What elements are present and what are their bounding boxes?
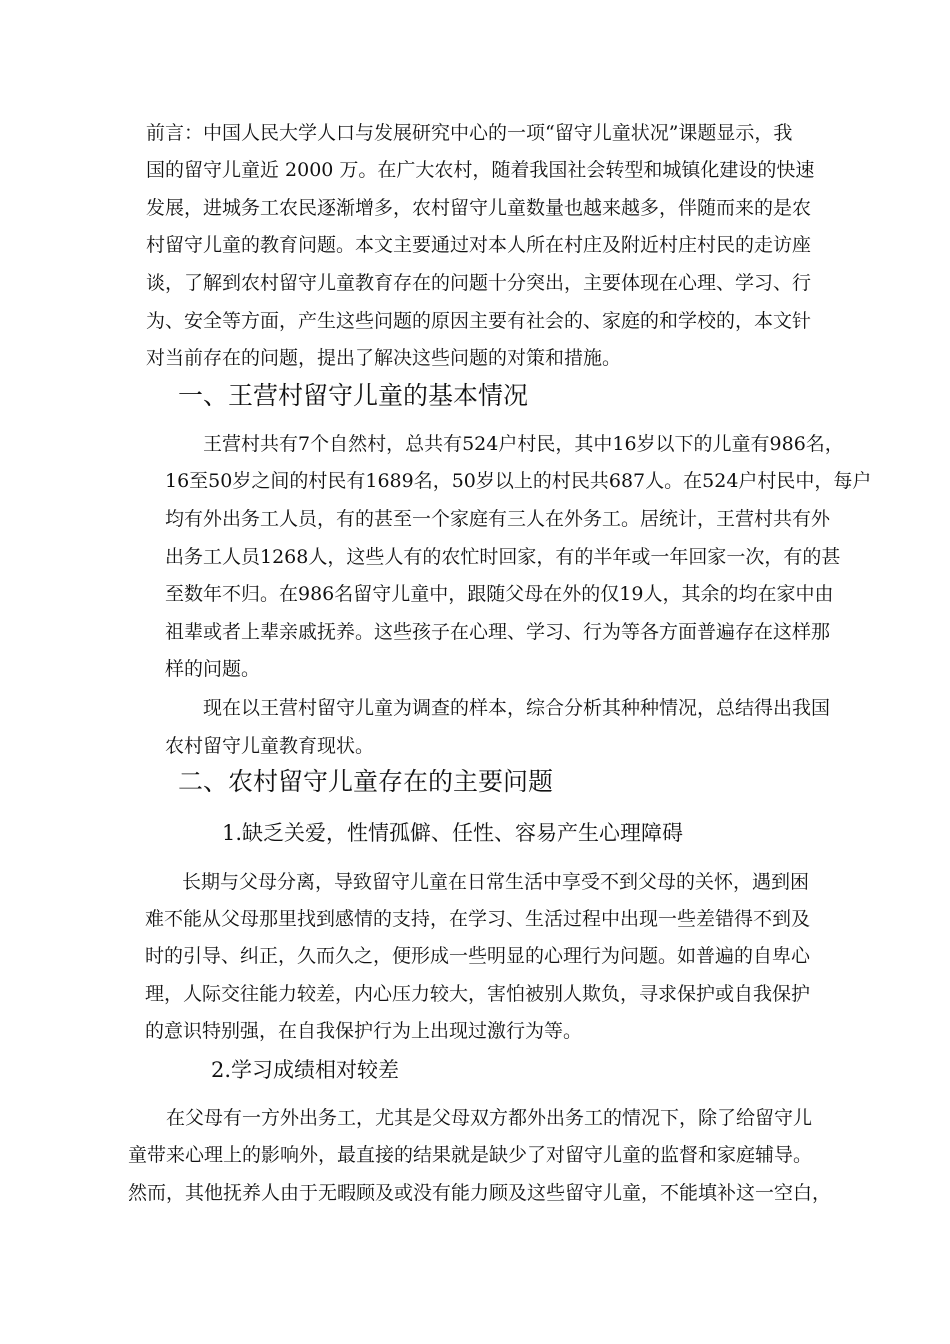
body-line: 童带来心理上的影响外，最直接的结果就是缺少了对留守儿童的监督和家庭辅导。 [128,1144,813,1166]
body-line: 在父母有一方外出务工，尤其是父母双方都外出务工的情况下，除了给留守儿 [166,1107,813,1129]
body-line: 农村留守儿童教育现状。 [165,735,375,757]
preface-line: 为、安全等方面，产生这些问题的原因主要有社会的、家庭的和学校的，本文针 [146,310,812,332]
body-line: 出务工人员1268人，这些人有的农忙时回家，有的半年或一年回家一次，有的甚 [165,546,841,568]
preface-line: 谈，了解到农村留守儿童教育存在的问题十分突出，主要体现在心理、学习、行 [146,272,812,294]
body-line: 至数年不归。在986名留守儿童中，跟随父母在外的仅19人，其余的均在家中由 [165,583,834,605]
body-line: 理，人际交往能力较差，内心压力较大，害怕被别人欺负，寻求保护或自我保护 [145,983,811,1005]
section-heading-1: 一、王营村留守儿童的基本情况 [178,381,529,410]
preface-line: 发展，进城务工农民逐渐增多，农村留守儿童数量也越来越多，伴随而来的是农 [146,197,812,219]
body-line: 均有外出务工人员，有的甚至一个家庭有三人在外务工。居统计，王营村共有外 [165,508,831,530]
section-heading-2: 二、农村留守儿童存在的主要问题 [178,767,554,796]
preface-line: 村留守儿童的教育问题。本文主要通过对本人所在村庄及附近村庄村民的走访座 [146,234,812,256]
subsection-heading-2: 2.学习成绩相对较差 [211,1058,400,1082]
body-line: 祖辈或者上辈亲戚抚养。这些孩子在心理、学习、行为等各方面普遍存在这样那 [165,621,831,643]
body-line: 的意识特别强，在自我保护行为上出现过激行为等。 [145,1020,583,1042]
preface-line: 国的留守儿童近 2000 万。在广大农村，随着我国社会转型和城镇化建设的快速 [146,159,815,181]
subsection-heading-1: 1.缺乏关爱，性情孤僻、任性、容易产生心理障碍 [222,821,684,845]
preface-line: 前言：中国人民大学人口与发展研究中心的一项“留守儿童状况”课题显示，我 [146,122,793,144]
body-line: 现在以王营村留守儿童为调查的样本，综合分析其种种情况，总结得出我国 [203,697,831,719]
body-line: 王营村共有7个自然村，总共有524户村民，其中16岁以下的儿童有986名， [203,433,844,455]
body-line: 样的问题。 [165,658,261,680]
body-line: 时的引导、纠正，久而久之，便形成一些明显的心理行为问题。如普遍的自卑心 [145,945,811,967]
body-line: 难不能从父母那里找到感情的支持，在学习、生活过程中出现一些差错得不到及 [145,908,811,930]
preface-line: 对当前存在的问题，提出了解决这些问题的对策和措施。 [146,347,622,369]
body-line: 16至50岁之间的村民有1689名，50岁以上的村民共687人。在524户村民中，每户 [165,470,872,492]
body-line: 然而，其他抚养人由于无暇顾及或没有能力顾及这些留守儿童，不能填补这一空白， [128,1182,832,1204]
body-line: 长期与父母分离，导致留守儿童在日常生活中享受不到父母的关怀，遇到困 [182,871,810,893]
